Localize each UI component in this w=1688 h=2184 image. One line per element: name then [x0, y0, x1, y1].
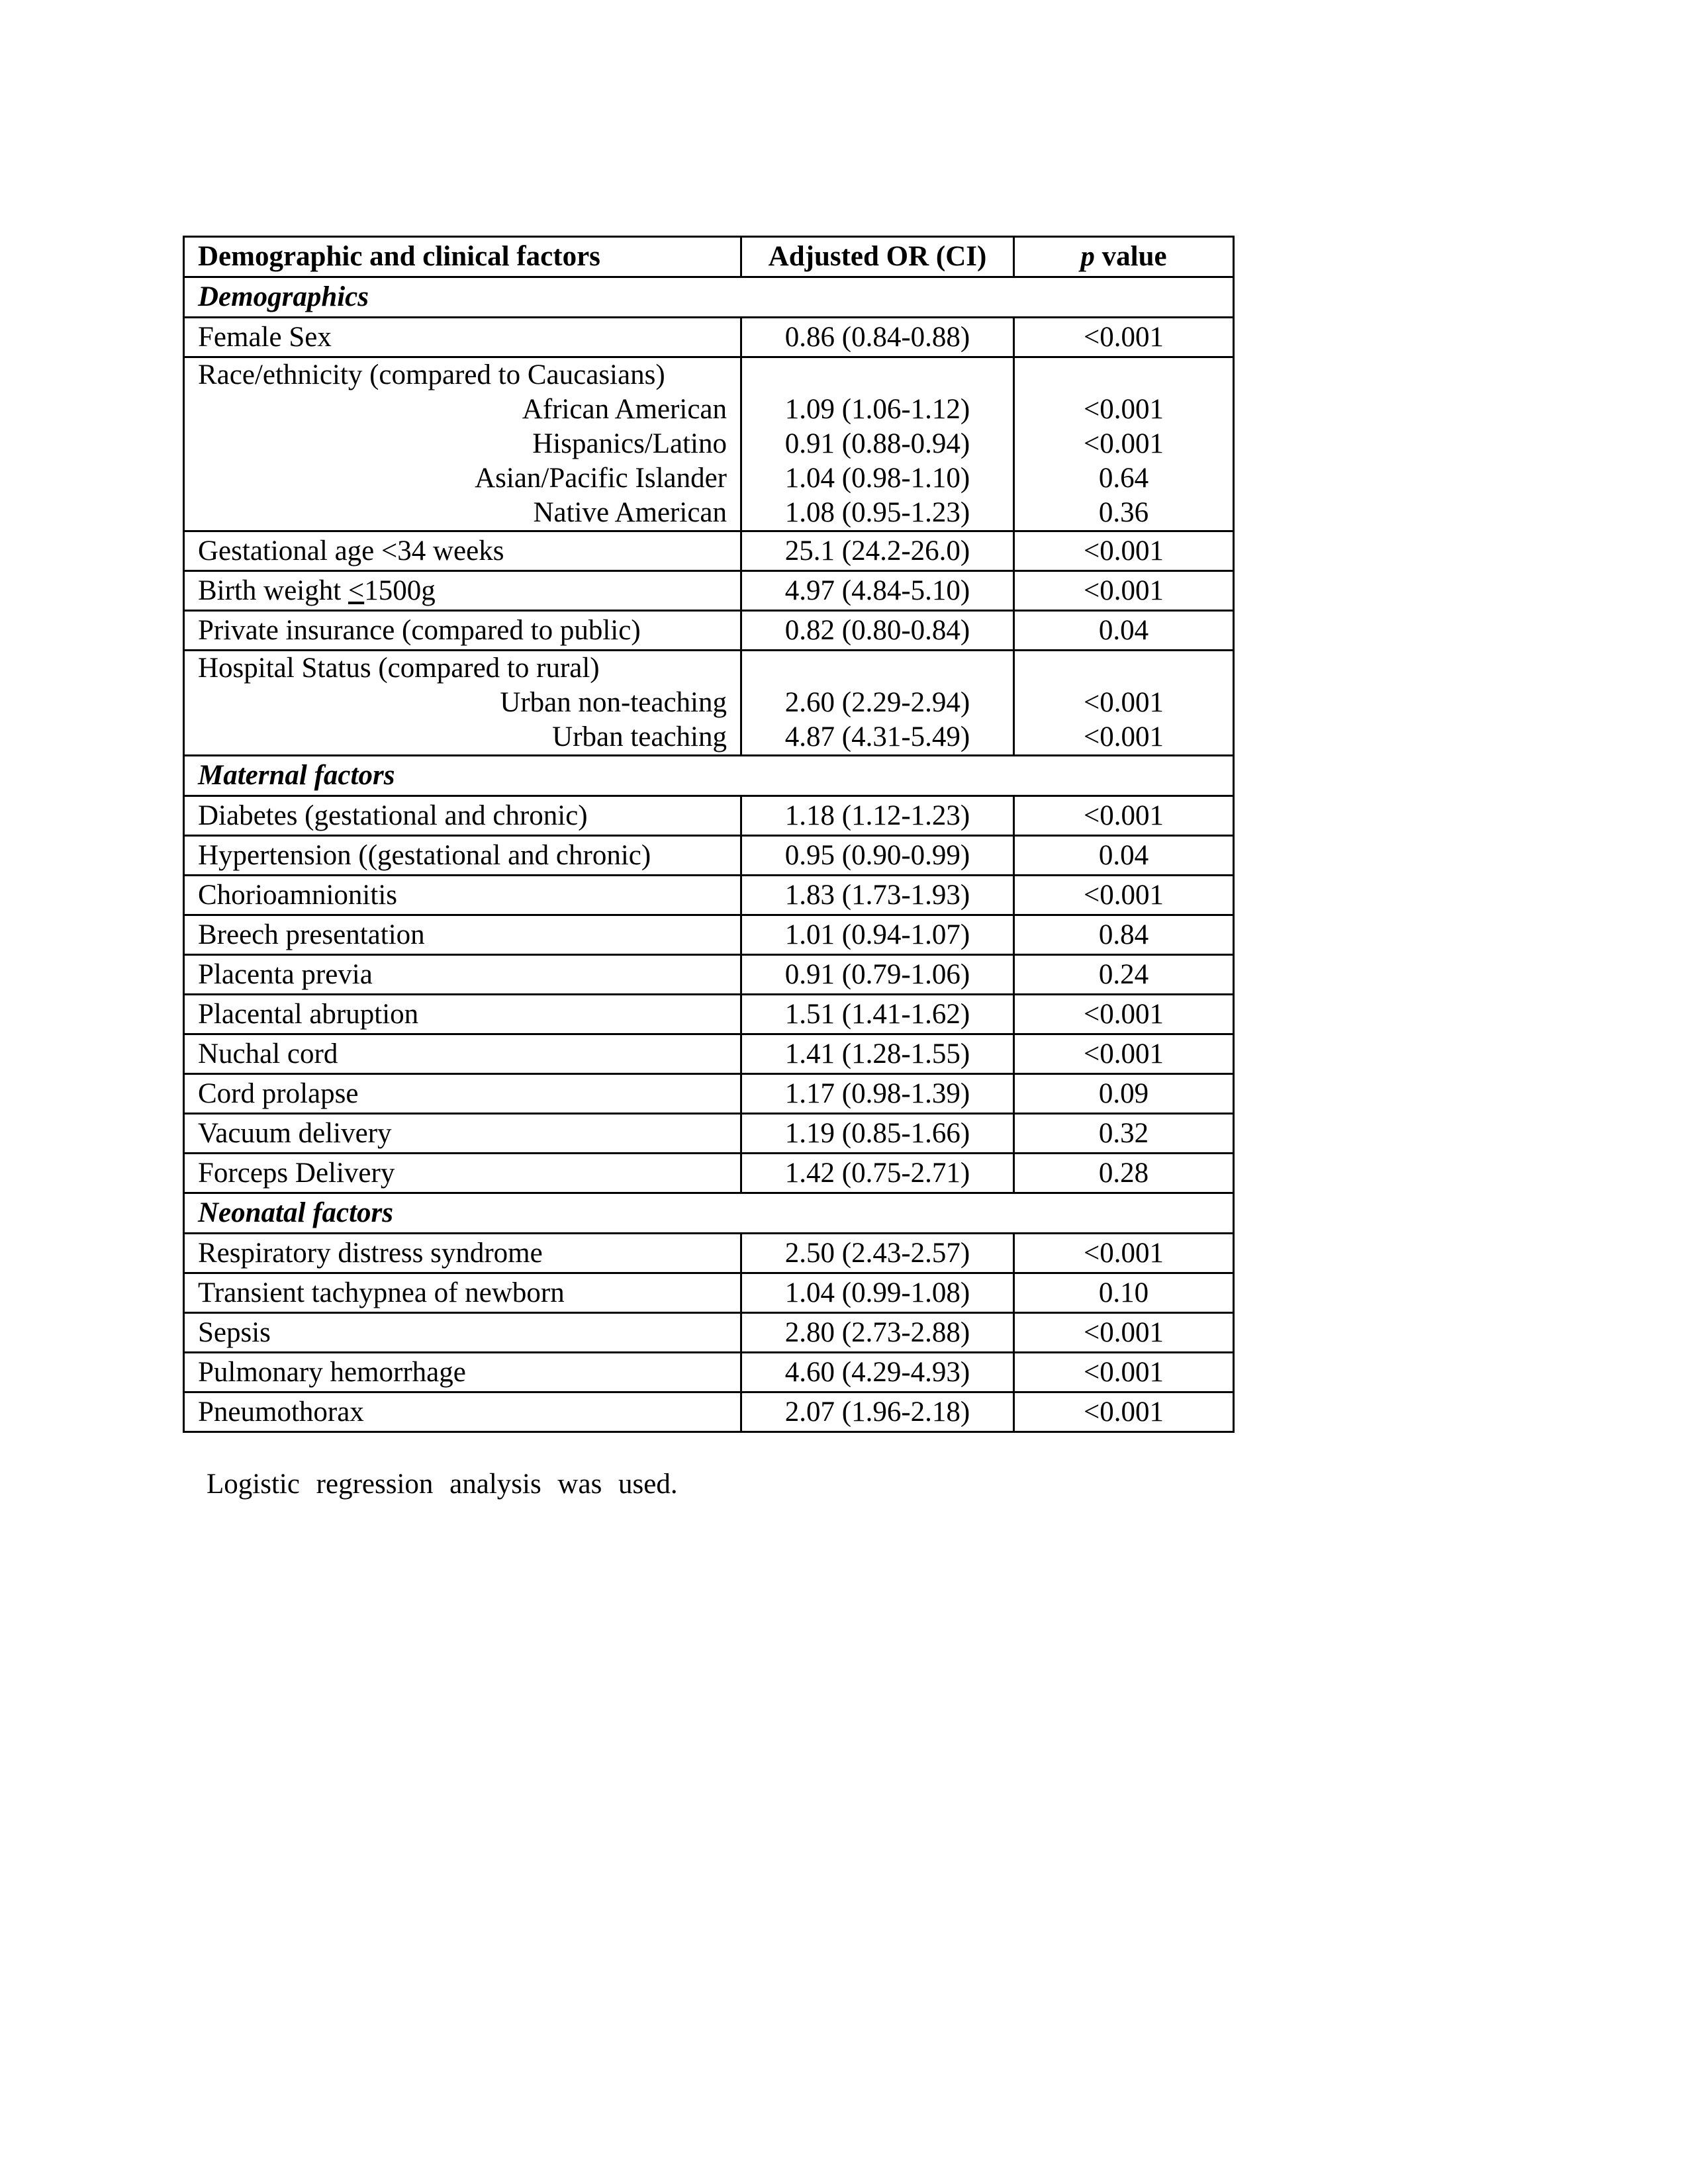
row-p-group	[1014, 357, 1234, 531]
row-label: Hypertension ((gestational and chronic)	[184, 836, 741, 876]
row-p: <0.001	[1014, 796, 1234, 836]
section-row	[184, 277, 1234, 318]
sub-label: Urban non-teaching	[500, 687, 727, 718]
table-row	[184, 1273, 1234, 1313]
table-row	[184, 531, 1234, 571]
row-or: 1.83 (1.73-1.93)	[741, 876, 1014, 915]
table-row-group	[184, 651, 1234, 756]
row-or: 1.01 (0.94-1.07)	[741, 915, 1014, 955]
row-p: 0.04	[1014, 611, 1234, 651]
table-row	[184, 1154, 1234, 1193]
sub-label: Hispanics/Latino	[532, 428, 727, 459]
section-maternal: Maternal factors	[184, 756, 1234, 796]
table-row	[184, 611, 1234, 651]
row-or: 4.97 (4.84-5.10)	[741, 571, 1014, 611]
row-label: Respiratory distress syndrome	[184, 1234, 741, 1273]
row-label	[184, 571, 741, 611]
sub-p: <0.001	[1083, 721, 1164, 752]
table-row	[184, 318, 1234, 357]
table-footnote: Logistic regression analysis was used.	[207, 1469, 678, 1500]
table-row	[184, 1313, 1234, 1353]
row-label: Placental abruption	[184, 995, 741, 1034]
table-row	[184, 1074, 1234, 1114]
row-label: Cord prolapse	[184, 1074, 741, 1114]
row-label: Sepsis	[184, 1313, 741, 1353]
row-p: <0.001	[1014, 1353, 1234, 1392]
row-p: <0.001	[1014, 1034, 1234, 1074]
section-demographics: Demographics	[184, 277, 1234, 318]
row-p: 0.09	[1014, 1074, 1234, 1114]
sub-or: 0.91 (0.88-0.94)	[784, 428, 970, 459]
header-factor: Demographic and clinical factors	[184, 237, 741, 277]
row-or: 1.19 (0.85-1.66)	[741, 1114, 1014, 1154]
row-label: Gestational age <34 weeks	[184, 531, 741, 571]
group-title: Hospital Status (compared to rural)	[198, 653, 600, 684]
sub-or: 4.87 (4.31-5.49)	[784, 721, 970, 752]
row-p: 0.24	[1014, 955, 1234, 995]
table-row-group	[184, 357, 1234, 531]
row-label: Pneumothorax	[184, 1392, 741, 1432]
table-row	[184, 1234, 1234, 1273]
row-label: Transient tachypnea of newborn	[184, 1273, 741, 1313]
row-p: <0.001	[1014, 318, 1234, 357]
sub-label: African American	[522, 394, 727, 425]
row-p: 0.10	[1014, 1273, 1234, 1313]
row-or: 2.07 (1.96-2.18)	[741, 1392, 1014, 1432]
row-or-group	[741, 651, 1014, 756]
sub-p: <0.001	[1083, 394, 1164, 425]
row-label: Diabetes (gestational and chronic)	[184, 796, 741, 836]
row-p: <0.001	[1014, 531, 1234, 571]
sub-p: 0.36	[1098, 497, 1149, 528]
row-label-group	[184, 357, 741, 531]
row-or: 25.1 (24.2-26.0)	[741, 531, 1014, 571]
sub-or: 1.09 (1.06-1.12)	[784, 394, 970, 425]
sub-or: 1.08 (0.95-1.23)	[784, 497, 970, 528]
group-title: Race/ethnicity (compared to Caucasians)	[198, 359, 665, 390]
row-or: 2.80 (2.73-2.88)	[741, 1313, 1014, 1353]
table-row	[184, 955, 1234, 995]
row-label: Vacuum delivery	[184, 1114, 741, 1154]
sub-p: <0.001	[1083, 428, 1164, 459]
sub-label: Urban teaching	[552, 721, 727, 752]
row-p: <0.001	[1014, 1234, 1234, 1273]
row-label: Placenta previa	[184, 955, 741, 995]
row-label: Breech presentation	[184, 915, 741, 955]
row-or: 1.41 (1.28-1.55)	[741, 1034, 1014, 1074]
row-or: 1.18 (1.12-1.23)	[741, 796, 1014, 836]
row-p: 0.04	[1014, 836, 1234, 876]
table-row	[184, 1353, 1234, 1392]
table-row	[184, 876, 1234, 915]
row-or: 2.50 (2.43-2.57)	[741, 1234, 1014, 1273]
sub-label: Asian/Pacific Islander	[475, 463, 727, 494]
row-or: 0.86 (0.84-0.88)	[741, 318, 1014, 357]
table-row	[184, 1034, 1234, 1074]
row-p: <0.001	[1014, 1392, 1234, 1432]
header-p-value	[1014, 237, 1234, 277]
table-row	[184, 1114, 1234, 1154]
table-row	[184, 796, 1234, 836]
row-or: 4.60 (4.29-4.93)	[741, 1353, 1014, 1392]
sub-p: 0.64	[1098, 463, 1149, 494]
header-p-rest: value	[1094, 241, 1167, 272]
table-row	[184, 915, 1234, 955]
label-part: Birth weight	[198, 574, 348, 606]
row-or: 0.91 (0.79-1.06)	[741, 955, 1014, 995]
row-or: 0.95 (0.90-0.99)	[741, 836, 1014, 876]
sub-or: 2.60 (2.29-2.94)	[784, 687, 970, 718]
row-p: <0.001	[1014, 876, 1234, 915]
row-or-group	[741, 357, 1014, 531]
table-header-row	[184, 237, 1234, 277]
row-label: Pulmonary hemorrhage	[184, 1353, 741, 1392]
row-p-group	[1014, 651, 1234, 756]
row-p: <0.001	[1014, 1313, 1234, 1353]
row-p: <0.001	[1014, 995, 1234, 1034]
row-or: 1.04 (0.99-1.08)	[741, 1273, 1014, 1313]
row-p: 0.32	[1014, 1114, 1234, 1154]
sub-p: <0.001	[1083, 687, 1164, 718]
table-row	[184, 571, 1234, 611]
sub-or: 1.04 (0.98-1.10)	[784, 463, 970, 494]
table-row	[184, 995, 1234, 1034]
row-label-group	[184, 651, 741, 756]
section-row	[184, 1193, 1234, 1234]
row-label: Private insurance (compared to public)	[184, 611, 741, 651]
row-p: 0.84	[1014, 915, 1234, 955]
header-or: Adjusted OR (CI)	[741, 237, 1014, 277]
section-row	[184, 756, 1234, 796]
table-row	[184, 836, 1234, 876]
row-p: 0.28	[1014, 1154, 1234, 1193]
label-part: 1500g	[364, 574, 436, 606]
row-or: 1.42 (0.75-2.71)	[741, 1154, 1014, 1193]
row-or: 1.17 (0.98-1.39)	[741, 1074, 1014, 1114]
row-label: Forceps Delivery	[184, 1154, 741, 1193]
section-neonatal: Neonatal factors	[184, 1193, 1234, 1234]
row-or: 0.82 (0.80-0.84)	[741, 611, 1014, 651]
header-p-italic: p	[1080, 241, 1095, 272]
odds-ratio-table	[183, 236, 1235, 1433]
row-label: Chorioamnionitis	[184, 876, 741, 915]
row-label: Nuchal cord	[184, 1034, 741, 1074]
sub-label: Native American	[533, 497, 727, 528]
label-underlined-symbol: <	[348, 574, 365, 606]
row-or: 1.51 (1.41-1.62)	[741, 995, 1014, 1034]
row-label: Female Sex	[184, 318, 741, 357]
row-p: <0.001	[1014, 571, 1234, 611]
table-row	[184, 1392, 1234, 1432]
